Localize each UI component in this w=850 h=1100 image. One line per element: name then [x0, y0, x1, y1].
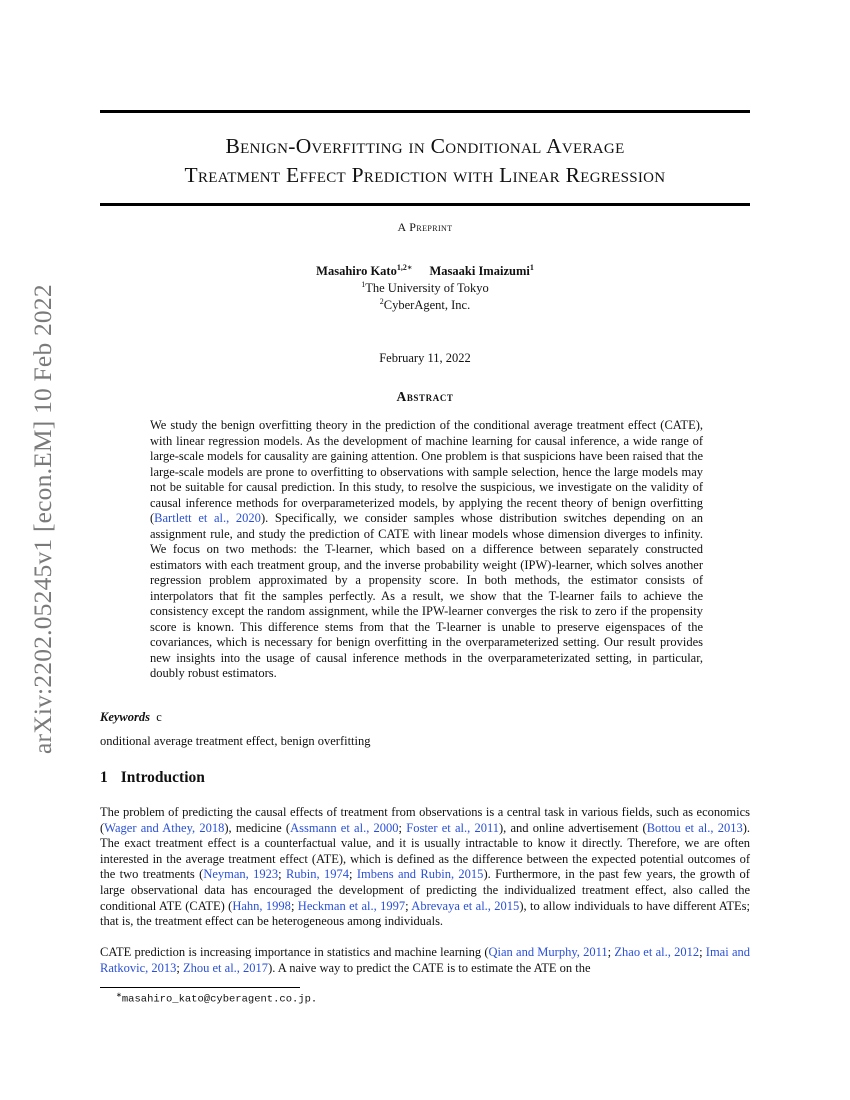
paper-title — [100, 132, 750, 190]
citation-link[interactable]: Imbens and Rubin, 2015 — [356, 867, 484, 882]
citation-link[interactable]: Qian and Murphy, 2011 — [488, 945, 608, 959]
intro-paragraph-2: CATE prediction is increasing importance in statistics and machine learning (Qian and Murphy, 2011; Zhao et al., 2012; Imai and Ratkovic, 2013; Zhou et al., 2017). A naive way to predict the CATE is to estimate the ATE on the — [100, 945, 750, 975]
citation-link[interactable]: Foster et al., 2011 — [406, 820, 499, 835]
affiliation-2: $^2$CyberAgent, Inc. — [379, 297, 471, 313]
citation-link[interactable]: Bottou et al., 2013 — [646, 820, 743, 835]
author-list — [100, 262, 750, 279]
keywords-first-line: c — [156, 710, 162, 724]
keywords-text: onditional average treatment effect, benign overfitting — [100, 734, 371, 748]
author-imaizumi-marks: 1 — [529, 263, 534, 272]
section-heading-introduction: 1 Introduction — [100, 769, 205, 786]
citation-link[interactable]: Rubin, 1974 — [285, 867, 350, 882]
intro-paragraph-1: The problem of predicting the causal effects of treatment from observations is a central task in various fields, such as economics (Wager and Athey, 2018), medicine (Assmann et al., 2000; Foster et al., 2011), and online advertisement (Bottou et al., 2013). The exact treatment effect is a counterfactual value, and it is usually intractable to know it directly. Therefore, we are often interested in the average treatment effect (ATE), which is defined as the difference between the expected potential outcomes of the two treatments (Neyman, 1923; Rubin, 1974; Imbens and Rubin, 2015). Furthermore, in the past few years, the growth of large observational data has encouraged the development of predicting the individualized treatment effect, also called the conditional ATE (CATE) (Hahn, 1998; Heckman et al., 1997; Abrevaya et al., 2015), to allow individuals to have different ATEs; that is, the treatment effect can be heterogeneous among individuals. — [100, 805, 750, 929]
citation-link[interactable]: Neyman, 1923 — [203, 867, 279, 882]
citation-link[interactable]: Assmann et al., 2000 — [290, 820, 399, 835]
citation-link[interactable]: Wager and Athey, 2018 — [104, 820, 225, 835]
affiliation-1: $^1$The University of Tokyo — [361, 280, 489, 296]
author-imaizumi: Masaaki Imaizumi$^1$ — [429, 263, 534, 279]
abstract-body: We study the benign overfitting theory in the prediction of the conditional average treatment effect (CATE), with linear regression models. As the development of machine learning for causal inference, a wide range of large-scale models for causality are gaining attention. One problem is that suspicions have been raised that the large-scale models are prone to overfitting to observations with sample selection, hence the large models may not be suitable for causal prediction. In this study, to resolve the suspicious, we investigate on the validity of causal inference methods for overparameterized models, by applying the recent theory of benign overfitting (Bartlett et al., 2020). Specifically, we consider samples whose distribution switches depending on an assignment rule, and study the prediction of CATE with linear models whose dimension diverges to infinity. We focus on two methods: the T-learner, which based on a difference between separately constructed estimators with each treatment group, and the inverse probability weight (IPW)-learner, which solves another regression problem approximated by a propensity score. In both methods, the estimator consists of interpolators that fit the samples perfectly. As a result, we show that the T-learner fails to achieve the consistency except the random assignment, while the IPW-learner converges the risk to zero if the propensity score is known. This difference stems from that the T-learner is unable to preserve eigenspaces of the covariances, which is necessary for benign overfitting in the overparameterized setting. Our result provides new insights into the usage of causal inference methods in the overparameterizated setting, in particular, doubly robust estimators. — [150, 418, 704, 680]
citation-link[interactable]: Zhou et al., 2017 — [183, 960, 269, 975]
title-line-1: Benign-Overfitting in Conditional Average — [225, 134, 625, 158]
citation-link[interactable]: Zhao et al., 2012 — [614, 945, 700, 959]
author-kato: Masahiro Kato$^{1,2∗}$ — [316, 263, 413, 279]
author-kato-marks: 1,2∗ — [396, 263, 413, 272]
title-line-2: Treatment Effect Prediction with Linear Regression — [184, 163, 666, 187]
footnote-rule — [100, 987, 300, 988]
citation-link[interactable]: Imai and Ratkovic, 2013 — [100, 945, 750, 975]
publication-date: February 11, 2022 — [379, 351, 471, 365]
keywords-line — [100, 710, 750, 725]
citation-link[interactable]: Heckman et al., 1997 — [297, 898, 406, 913]
citation-link[interactable]: Abrevaya et al., 2015 — [411, 898, 520, 913]
footnote-email: ∗masahiro_kato@cyberagent.co.jp. — [116, 991, 318, 1006]
arxiv-identifier-stamp: arXiv:2202.05245v1 [econ.EM] 10 Feb 2022 — [28, 284, 57, 754]
preprint-label: A Preprint — [397, 220, 453, 234]
title-bottom-rule — [100, 203, 750, 206]
abstract-heading: Abstract — [396, 389, 454, 404]
citation-link[interactable]: Bartlett et al., 2020 — [154, 511, 261, 525]
keywords-label: Keywords — [100, 710, 150, 724]
title-top-rule — [100, 110, 750, 113]
citation-link[interactable]: Hahn, 1998 — [232, 898, 291, 913]
